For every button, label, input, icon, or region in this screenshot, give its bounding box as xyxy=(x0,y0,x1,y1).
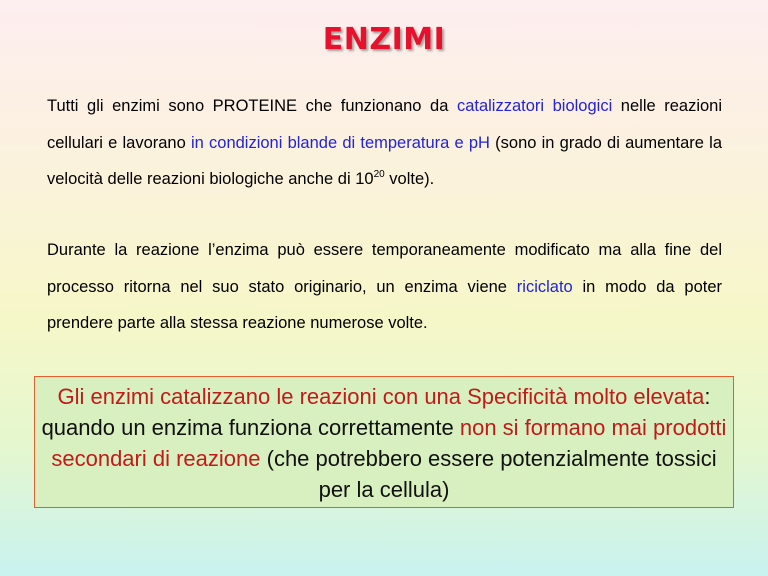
paragraph-enzymes-proteins xyxy=(47,88,722,198)
para1-highlight-catalysts: catalizzatori biologici xyxy=(456,97,613,115)
paragraph-enzyme-recycling xyxy=(47,232,722,342)
para1-exponent: 20 xyxy=(373,169,385,180)
para2-text-2: in modo da poter prendere parte alla stessa reazione numerose volte. xyxy=(47,277,723,332)
callout-text-2: (che potrebbero essere potenzialmente tossici per la cellula) xyxy=(260,446,717,502)
callout-red-1: Gli enzimi catalizzano le reazioni con una Specificità molto elevata xyxy=(57,384,705,409)
para1-text-3: (sono in grado di aumentare la velocità delle reazioni biologiche anche di 10 xyxy=(47,133,722,188)
para2-highlight-recycled: riciclato xyxy=(516,277,573,296)
specificity-callout-box xyxy=(34,376,734,508)
callout-red-2: non si formano mai prodotti secondari di reazione xyxy=(51,415,727,471)
para1-text-2: nelle reazioni cellulari e lavorano xyxy=(47,97,723,152)
callout-text-1: : quando un enzima funziona correttamente xyxy=(41,384,711,440)
slide-title: ENZIMI xyxy=(322,22,446,57)
para1-text-1: Tutti gli enzimi sono PROTEINE che funzionano da xyxy=(47,97,457,115)
para1-highlight-conditions: in condizioni blande di temperatura e pH xyxy=(190,133,490,152)
para1-text-4: volte). xyxy=(384,170,435,188)
para2-text-1: Durante la reazione l’enzima può essere temporaneamente modificato ma alla fine del processo ritorna nel suo stato originario, un enzima viene xyxy=(47,241,722,296)
